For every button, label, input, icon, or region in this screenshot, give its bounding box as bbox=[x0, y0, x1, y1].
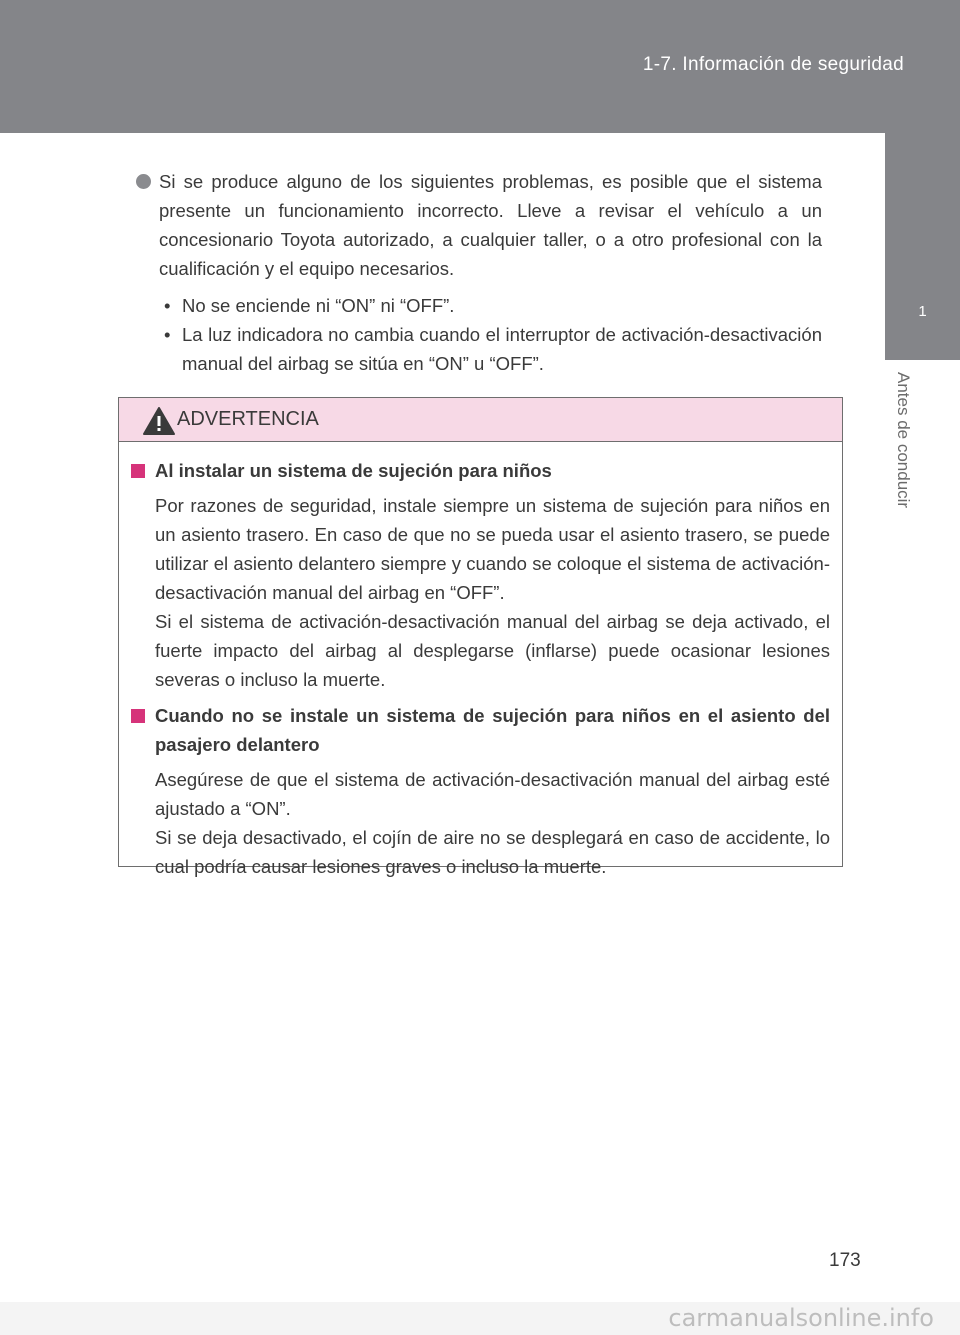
warning-heading-text: Al instalar un sistema de sujeción para niños bbox=[155, 460, 552, 481]
page-number: 173 bbox=[829, 1250, 861, 1271]
warning-paragraph: Si el sistema de activación-desactivación manual del airbag se deja activado, el fuerte impacto del airbag al desplegarse (inflarse) puede ocasionar lesiones severas o incluso la muerte. bbox=[155, 611, 830, 690]
warning-body bbox=[119, 442, 842, 881]
warning-heading-text: Cuando no se instale un sistema de sujeción para niños en el asiento del pasajero delantero bbox=[155, 705, 830, 755]
warning-heading bbox=[131, 701, 830, 759]
warning-section bbox=[131, 456, 830, 694]
chapter-tab bbox=[885, 133, 960, 360]
warning-section bbox=[131, 701, 830, 881]
header-bar bbox=[0, 0, 960, 133]
section-title: 1-7. Información de seguridad bbox=[642, 54, 904, 75]
list-item: • No se enciende ni “ON” ni “OFF”. bbox=[159, 291, 822, 320]
warning-title: ADVERTENCIA bbox=[177, 408, 319, 430]
warning-box bbox=[118, 397, 843, 877]
chapter-label bbox=[883, 372, 923, 532]
bullet-square-icon bbox=[131, 464, 145, 478]
intro-note bbox=[136, 167, 822, 378]
intro-text: Si se produce alguno de los siguientes problemas, es posible que el sistema presente un funcionamiento incorrecto. Lleve a revisar el vehículo a un concesionario Toyota autorizado, a cualquier taller, o a otro profesional con la cualificación y el equipo necesarios. bbox=[159, 171, 822, 279]
bullet-square-icon bbox=[131, 709, 145, 723]
warning-paragraph: Asegúrese de que el sistema de activación-desactivación manual del airbag esté ajustado a “ON”. bbox=[155, 769, 830, 819]
list-item: • La luz indicadora no cambia cuando el interruptor de activación-desactivación manual del airbag se sitúa en “ON” u “OFF”. bbox=[159, 320, 822, 378]
warning-paragraph: Por razones de seguridad, instale siempre un sistema de sujeción para niños en un asiento trasero. En caso de que no se pueda usar el asiento trasero, se puede utilizar el asiento delantero siempre y cuando se coloque el sistema de activación-desactivación manual del airbag en “OFF”. bbox=[155, 495, 830, 603]
warning-paragraph: Si se deja desactivado, el cojín de aire no se desplegará en caso de accidente, lo cual podría causar lesiones graves o incluso la muerte. bbox=[155, 827, 830, 877]
warning-heading bbox=[131, 456, 830, 485]
bullet-circle-icon bbox=[136, 174, 151, 189]
intro-list bbox=[159, 291, 822, 378]
warning-header bbox=[119, 398, 842, 442]
watermark bbox=[0, 1302, 960, 1335]
watermark-text: carmanualsonline.info bbox=[668, 1304, 934, 1332]
warning-triangle-icon bbox=[142, 406, 176, 436]
chapter-label-text: Antes de conducir bbox=[894, 372, 913, 509]
chapter-number: 1 bbox=[918, 303, 927, 320]
